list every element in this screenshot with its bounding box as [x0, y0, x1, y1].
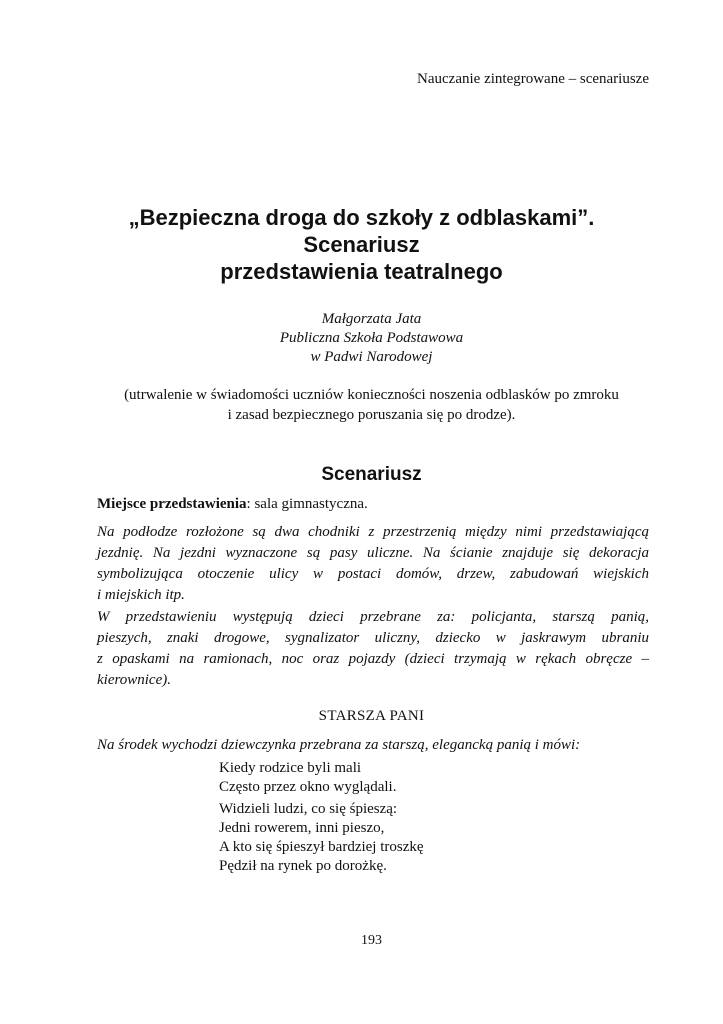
verse-line: Często przez okno wyglądali. [219, 779, 397, 795]
cast-line: pieszych, znaki drogowe, sygnalizator uliczny, dziecko w jaskrawym ubraniu [97, 630, 649, 646]
purpose-line-1: (utrwalenie w świadomości uczniów konieczności noszenia odblasków po zmroku [124, 387, 619, 403]
running-header: Nauczanie zintegrowane – scenariusze [417, 71, 649, 87]
cast-paragraph [97, 607, 649, 691]
verse-line: Widzieli ludzi, co się śpieszą: [219, 801, 398, 817]
setting-line: Na podłodze rozłożone są dwa chodniki z przestrzenią między nimi przedstawiającą [97, 524, 649, 540]
setting-paragraph [97, 522, 649, 606]
cast-line: W przedstawieniu występują dzieci przebrane za: policjanta, starszą panią, [97, 609, 649, 625]
author-block [0, 310, 723, 367]
place-label: Miejsce przedstawienia [97, 496, 247, 512]
stage-direction: Na środek wychodzi dziewczynka przebrana za starszą, elegancką panią i mówi: [97, 737, 581, 753]
setting-line: i miejskich itp. [97, 587, 185, 603]
title-line-3: przedstawienia teatralnego [220, 259, 503, 284]
place-line [97, 496, 368, 513]
title-line-1: „Bezpieczna droga do szkoły z odblaskami”. [128, 205, 595, 230]
author-location: w Padwi Narodowej [310, 349, 433, 365]
author-name: Małgorzata Jata [321, 311, 422, 327]
place-value: : sala gimnastyczna. [246, 496, 368, 512]
cast-line: z opaskami na ramionach, noc oraz pojazdy (dzieci trzymają w rękach obręcze – [97, 651, 649, 667]
verse-line: Pędził na rynek po dorożkę. [219, 858, 387, 874]
cast-line: kierownice). [97, 672, 171, 688]
page-number: 193 [361, 933, 382, 948]
character-name: STARSZA PANI [318, 708, 425, 724]
author-school: Publiczna Szkoła Podstawowa [279, 330, 464, 346]
verse-line: Kiedy rodzice byli mali [219, 760, 362, 776]
purpose-note [0, 385, 723, 425]
document-title [0, 204, 723, 285]
section-heading: Scenariusz [321, 464, 422, 485]
verse-line: A kto się śpieszył bardziej troszkę [219, 839, 424, 855]
purpose-line-2: i zasad bezpiecznego poruszania się po drodze). [227, 407, 516, 423]
verse-block [219, 759, 424, 876]
setting-line: symbolizująca otoczenie ulicy w postaci domów, drzew, zabudowań wiejskich [97, 566, 649, 582]
title-line-2: Scenariusz [303, 232, 420, 257]
setting-line: jezdnię. Na jezdni wyznaczone są pasy uliczne. Na ścianie znajduje się dekoracja [97, 545, 649, 561]
verse-line: Jedni rowerem, inni pieszo, [219, 820, 385, 836]
